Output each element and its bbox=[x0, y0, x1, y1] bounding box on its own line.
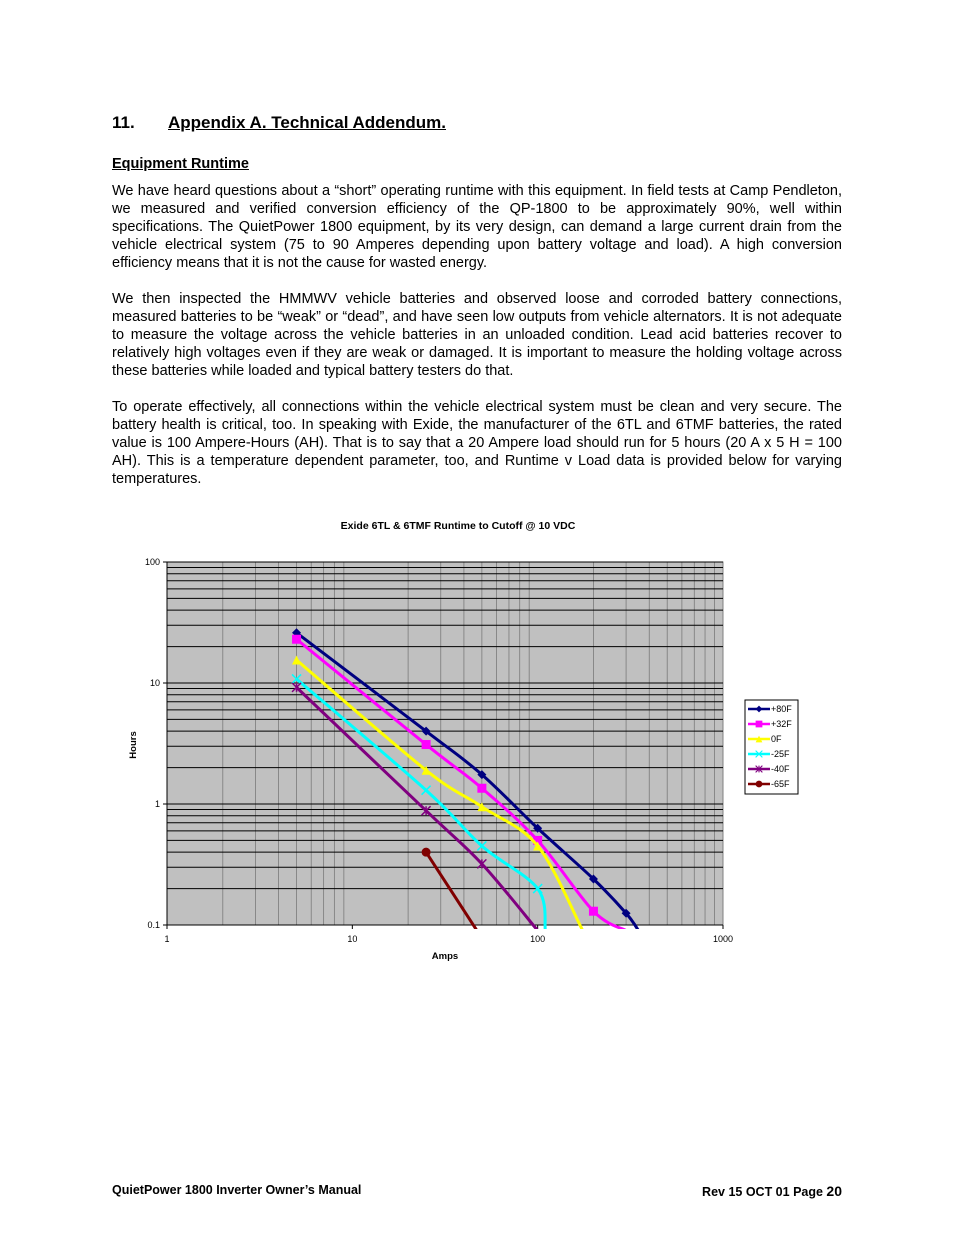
footer-page-number: 20 bbox=[826, 1183, 842, 1199]
legend-label-minus25f: -25F bbox=[771, 749, 790, 759]
x-axis-label: Amps bbox=[431, 951, 459, 962]
y-tick-label: 10 bbox=[149, 678, 160, 688]
legend-label-plus32f: +32F bbox=[771, 719, 792, 729]
section-title: Appendix A. Technical Addendum. bbox=[168, 113, 447, 132]
x-tick-label: 1 bbox=[164, 934, 170, 944]
paragraph-batteries: We then inspected the HMMWV vehicle batteries and observed loose and corroded battery connections, measured batteries to be “weak” or “dead”, and have seen low outputs from vehicle alternators. It is not adequate to measure the voltage across the vehicle batteries in an unloaded condition. Lead acid batteries recover to relatively high voltages even if they are weak or damaged. It is important to measure the holding voltage across these batteries while loaded and typical battery testers do that. bbox=[112, 291, 842, 380]
y-axis-label: Hours bbox=[128, 731, 139, 759]
data-point-plus32f bbox=[422, 740, 431, 749]
data-point-minus65f bbox=[422, 848, 431, 857]
runtime-chart bbox=[0, 505, 954, 965]
footer-revision-text: Rev 15 OCT 01 Page bbox=[702, 1185, 827, 1199]
legend-label-0f: 0F bbox=[771, 734, 782, 744]
data-point-plus32f bbox=[589, 907, 598, 916]
x-tick-label: 10 bbox=[347, 934, 358, 944]
legend-marker-minus65f bbox=[756, 781, 763, 788]
legend-marker-plus32f bbox=[756, 721, 763, 728]
subheading-equipment-runtime: Equipment Runtime bbox=[112, 156, 249, 172]
legend-label-minus40f: -40F bbox=[771, 764, 790, 774]
y-tick-label: 0.1 bbox=[147, 920, 160, 930]
footer-revision bbox=[702, 1183, 842, 1199]
data-point-plus32f bbox=[477, 784, 486, 793]
legend-label-minus65f: -65F bbox=[771, 779, 790, 789]
plot-area bbox=[145, 557, 733, 944]
legend-label-plus80f: +80F bbox=[771, 704, 792, 714]
plot-background bbox=[167, 562, 723, 925]
x-tick-label: 1000 bbox=[712, 934, 734, 944]
paragraph-connections: To operate effectively, all connections within the vehicle electrical system must be clean and very secure. The battery health is critical, too. In speaking with Exide, the manufacturer of the 6TL and 6TMF batteries, the rated value is 100 Ampere-Hours (AH). That is to say that a 20 Ampere load should run for 5 hours (20 A x 5 H = 100 AH). This is a temperature dependent parameter, too, and Runtime v Load data is provided below for varying temperatures. bbox=[112, 399, 842, 488]
paragraph-efficiency: We have heard questions about a “short” operating runtime with this equipment. In field tests at Camp Pendleton, we measured and verified conversion efficiency of the QP-1800 to be approximately 90%, well within specifications. The QuietPower 1800 equipment, by its very design, can demand a large current drain from the vehicle electrical system (75 to 90 Amperes depending upon battery voltage and load). A high conversion efficiency means that it is not the cause for wasted energy. bbox=[112, 183, 842, 272]
chart-title: Exide 6TL & 6TMF Runtime to Cutoff @ 10 VDC bbox=[340, 520, 576, 532]
y-tick-label: 1 bbox=[154, 799, 160, 809]
x-tick-label: 100 bbox=[530, 934, 546, 944]
chart-legend bbox=[745, 700, 798, 794]
data-point-plus32f bbox=[292, 635, 301, 644]
y-tick-label: 100 bbox=[144, 557, 160, 567]
footer-manual-title: QuietPower 1800 Inverter Owner’s Manual bbox=[112, 1183, 362, 1197]
section-heading bbox=[112, 113, 446, 133]
section-number: 11. bbox=[112, 113, 135, 132]
